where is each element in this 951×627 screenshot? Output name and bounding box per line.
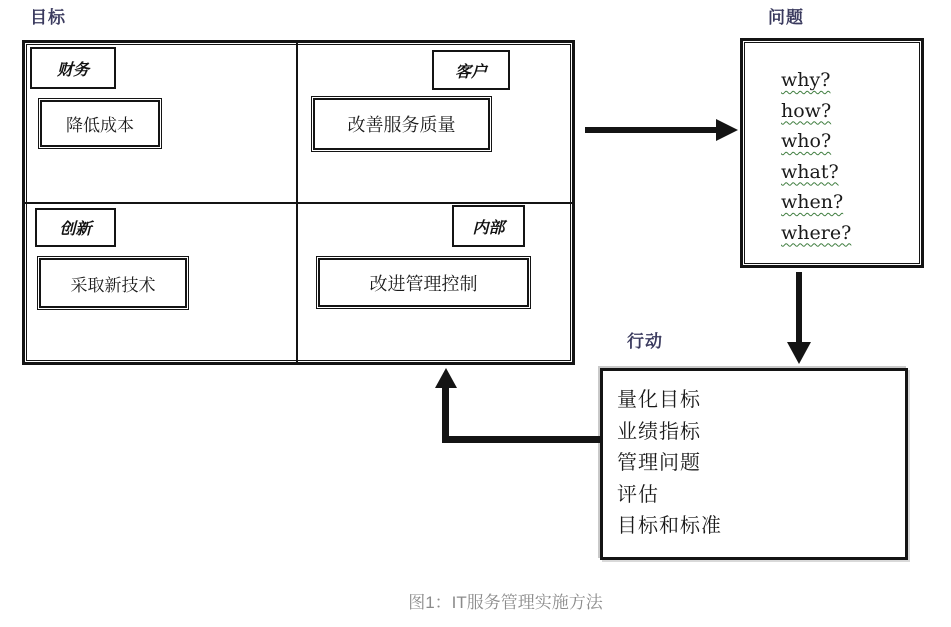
quadrant-divider-horizontal xyxy=(25,202,572,204)
arrow-shaft xyxy=(796,272,802,344)
quadrant-tag-customer: 客户 xyxy=(432,50,510,90)
question-list xyxy=(781,65,851,248)
action-label: 行动 xyxy=(627,332,663,351)
arrow-shaft xyxy=(442,386,449,443)
action-item: 量化目标 xyxy=(617,389,701,411)
arrow-shaft xyxy=(442,436,600,443)
action-item: 目标和标准 xyxy=(617,515,722,537)
objective-reduce-cost: 降低成本 xyxy=(40,100,160,147)
problem-label: 问题 xyxy=(768,8,804,27)
quadrant-tag-internal: 内部 xyxy=(452,205,525,247)
goal-matrix-box xyxy=(22,40,575,365)
arrow-down-head-icon xyxy=(787,342,811,364)
goal-label: 目标 xyxy=(30,8,66,27)
question-item: where? xyxy=(781,221,852,244)
arrow-right-head-icon xyxy=(716,119,738,141)
action-item: 业绩指标 xyxy=(617,420,701,443)
question-item: who? xyxy=(781,130,832,152)
figure-caption: 图1：IT服务管理实施方法 xyxy=(408,593,603,612)
action-item: 评估 xyxy=(617,483,659,506)
problem-box xyxy=(740,38,924,268)
objective-improve-management-control: 改进管理控制 xyxy=(318,258,529,307)
question-item: when? xyxy=(781,191,844,213)
action-box xyxy=(600,368,908,560)
objective-adopt-new-technology: 采取新技术 xyxy=(39,258,187,308)
question-item: how? xyxy=(781,99,832,122)
question-item: what? xyxy=(781,160,839,183)
question-item: why? xyxy=(781,69,831,91)
quadrant-tag-finance: 财务 xyxy=(30,47,116,89)
quadrant-tag-innovation: 创新 xyxy=(35,208,116,247)
arrow-up-head-icon xyxy=(435,368,457,388)
objective-improve-service-quality: 改善服务质量 xyxy=(313,98,490,150)
action-list xyxy=(617,385,722,543)
action-item: 管理问题 xyxy=(617,452,701,474)
arrow-shaft xyxy=(585,127,718,133)
